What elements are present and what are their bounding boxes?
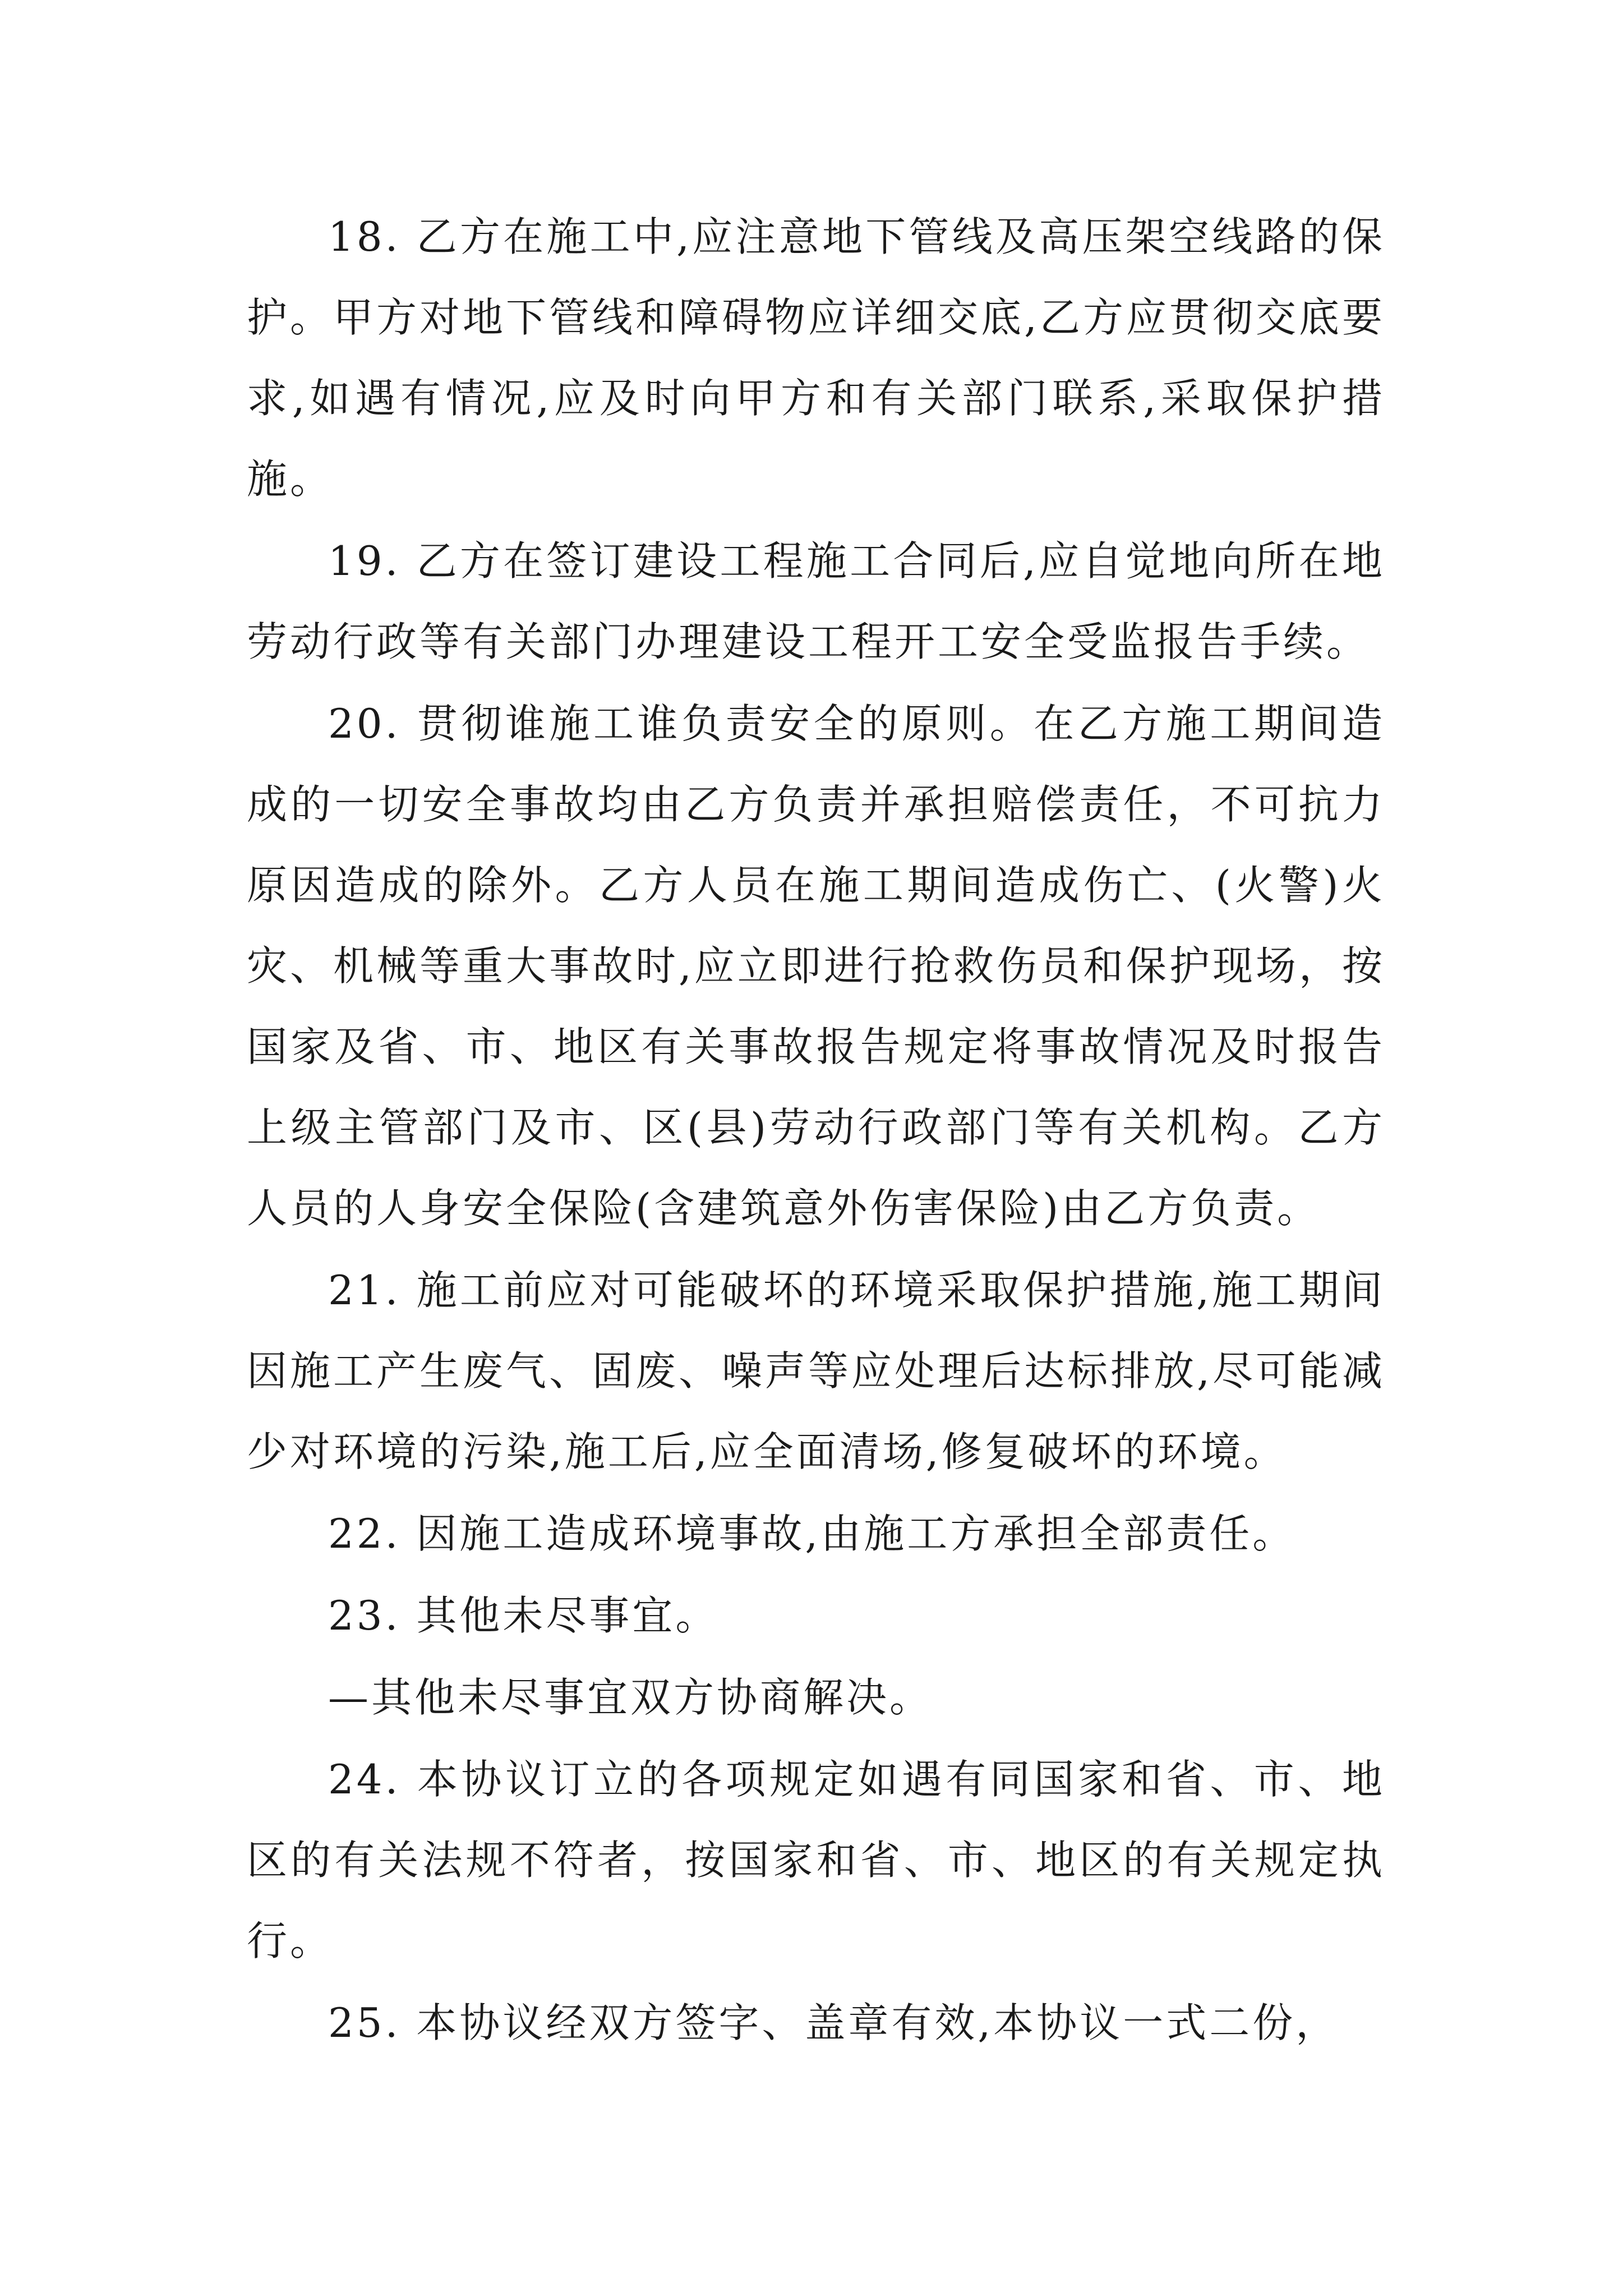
clause-22: 22. 因施工造成环境事故,由施工方承担全部责任。: [328, 1510, 1296, 1557]
clause-19: 19. 乙方在签订建设工程施工合同后,应自觉地向所在地劳动行政等有关部门办理建设工程开工安全受监报告手续。: [247, 537, 1385, 665]
clause-23-detail: —其他未尽事宜双方协商解决。: [328, 1674, 933, 1721]
clause-23: 23. 其他未尽事宜。: [328, 1592, 719, 1639]
clause-25: 25. 本协议经双方签字、盖章有效,本协议一式二份，: [328, 1999, 1339, 2046]
clause-24: 24. 本协议订立的各项规定如遇有同国家和省、市、地区的有关法规不符者，按国家和省、市、地区的有关规定执行。: [247, 1756, 1385, 1964]
clause-20: 20. 贯彻谁施工谁负责安全的原则。在乙方施工期间造成的一切安全事故均由乙方负责并承担赔偿责任，不可抗力原因造成的除外。乙方人员在施工期间造成伤亡、(火警)火灾、机械等重大事故时,应立即进行抢救伤员和保护现场，按国家及省、市、地区有关事故报告规定将事故情况及时报告上级主管部门及市、区(县)劳动行政部门等有关机构。乙方人员的人身安全保险(含建筑意外伤害保险)由乙方负责。: [247, 700, 1385, 1232]
clause-18: 18. 乙方在施工中,应注意地下管线及高压架空线路的保护。甲方对地下管线和障碍物应详细交底,乙方应贯彻交底要求,如遇有情况,应及时向甲方和有关部门联系,采取保护措施。: [247, 213, 1385, 503]
clause-21: 21. 施工前应对可能破坏的环境采取保护措施,施工期间因施工产生废气、固废、噪声等应处理后达标排放,尽可能减少对环境的污染,施工后,应全面清场,修复破坏的环境。: [247, 1267, 1385, 1475]
document-body: [247, 196, 1385, 2063]
